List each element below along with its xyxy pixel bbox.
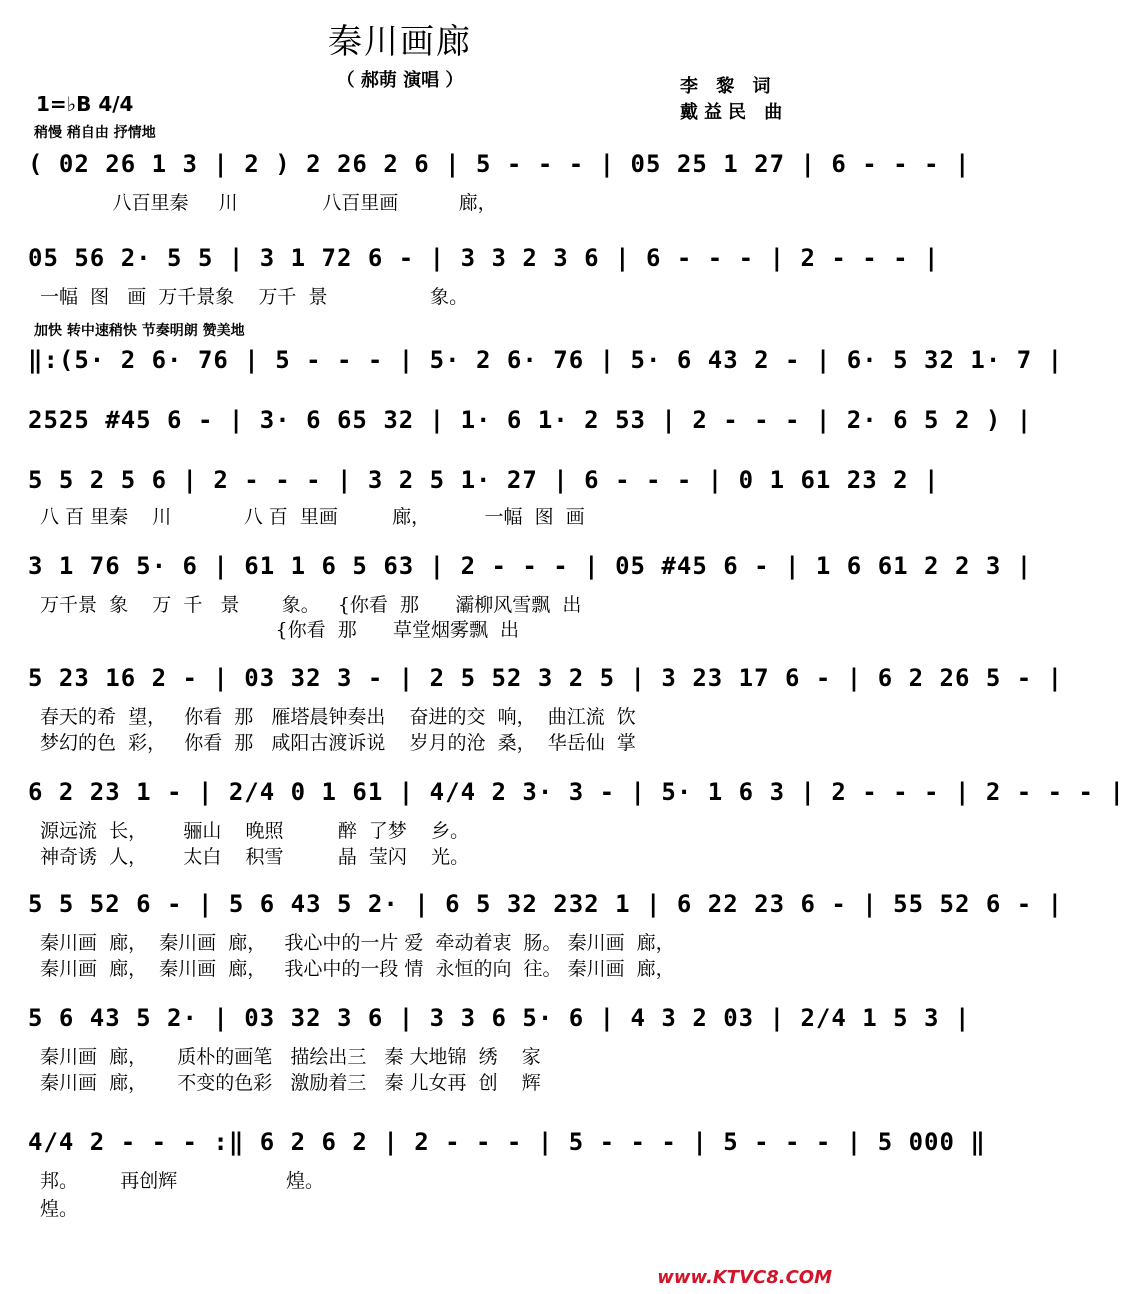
key-signature: 1=♭B 4/4	[36, 92, 134, 116]
lyric-row-9a: 秦川画 廊， 秦川画 廊， 我心中的一片 爱 牵动着衷 肠。 秦川画 廊，	[40, 932, 675, 954]
notation-row-11: 4/4 2 - - - :‖ 6 2 6 2 | 2 - - - | 5 - - - | 5 - - - | 5 000 ‖	[28, 1128, 986, 1156]
lyric-row-11b: 煌。	[40, 1198, 79, 1220]
lyric-row-7b: 梦幻的色 彩， 你看 那 咸阳古渡诉说 岁月的沧 桑， 华岳仙 掌	[40, 732, 636, 754]
notation-row-4: 2525 #45 6 - | 3· 6 65 32 | 1· 6 1· 2 53 | 2 - - - | 2· 6 5 2 ) |	[28, 406, 1033, 434]
lyricist-credit: 李 黎 词	[680, 76, 777, 97]
notation-row-2: 05 56 2· 5 5 | 3 1 72 6 - | 3 3 2 3 6 | 6 - - - | 2 - - - |	[28, 244, 940, 272]
composer-credit: 戴益民 曲	[680, 102, 789, 123]
notation-row-3: ‖:(5· 2 6· 76 | 5 - - - | 5· 2 6· 76 | 5· 6 43 2 - | 6· 5 32 1· 7 |	[28, 346, 1064, 374]
notation-row-7: 5 23 16 2 - | 03 32 3 - | 2 5 52 3 2 5 | 3 23 17 6 - | 6 2 26 5 - |	[28, 664, 1064, 692]
lyric-row-8a: 源远流 长， 骊山 晚照 醉 了梦 乡。	[40, 820, 470, 842]
tempo-marking-2: 加快 转中速稍快 节奏明朗 赞美地	[34, 323, 245, 339]
lyric-row-6a: 万千景 象 万 千 景 象。 {你看 那 灞柳风雪飘 出	[40, 594, 582, 616]
notation-row-9: 5 5 52 6 - | 5 6 43 5 2· | 6 5 32 232 1 | 6 22 23 6 - | 55 52 6 - |	[28, 890, 1064, 918]
lyric-row-7a: 春天的希 望， 你看 那 雁塔晨钟奏出 奋进的交 响， 曲江流 饮	[40, 706, 636, 728]
notation-row-8: 6 2 23 1 - | 2/4 0 1 61 | 4/4 2 3· 3 - | 5· 1 6 3 | 2 - - - | 2 - - - |	[28, 778, 1125, 806]
notation-row-1: ( 02 26 1 3 | 2 ) 2 26 2 6 | 5 - - - | 05 25 1 27 | 6 - - - |	[28, 150, 971, 178]
lyric-row-1: 八百里秦 川 八百里画 廊，	[40, 192, 497, 214]
notation-row-10: 5 6 43 5 2· | 03 32 3 6 | 3 3 6 5· 6 | 4 3 2 03 | 2/4 1 5 3 |	[28, 1004, 971, 1032]
lyric-row-5: 八 百 里秦 川 八 百 里画 廊， 一幅 图 画	[40, 506, 585, 528]
lyric-row-10b: 秦川画 廊， 不变的色彩 激励着三 秦 儿女再 创 辉	[40, 1072, 541, 1094]
song-title: 秦川画廊	[328, 22, 472, 62]
site-watermark: www.KTVC8.COM	[657, 1267, 832, 1288]
notation-row-6: 3 1 76 5· 6 | 61 1 6 5 63 | 2 - - - | 05 #45 6 - | 1 6 61 2 2 3 |	[28, 552, 1033, 580]
notation-row-5: 5 5 2 5 6 | 2 - - - | 3 2 5 1· 27 | 6 - - - | 0 1 61 23 2 |	[28, 466, 940, 494]
lyric-row-6b: {你看 那 草堂烟雾飘 出	[40, 619, 520, 641]
lyric-row-11a: 邦。 再创辉 煌。	[40, 1170, 324, 1192]
lyric-row-9b: 秦川画 廊， 秦川画 廊， 我心中的一段 情 永恒的向 往。 秦川画 廊，	[40, 958, 675, 980]
lyric-row-2: 一幅 图 画 万千景象 万千 景 象。	[40, 286, 469, 308]
lyric-row-10a: 秦川画 廊， 质朴的画笔 描绘出三 秦 大地锦 绣 家	[40, 1046, 541, 1068]
tempo-marking: 稍慢 稍自由 抒情地	[34, 125, 156, 141]
lyric-row-8b: 神奇诱 人， 太白 积雪 晶 莹闪 光。	[40, 846, 470, 868]
singer-credit: （ 郝萌 演唱 ）	[336, 70, 464, 91]
